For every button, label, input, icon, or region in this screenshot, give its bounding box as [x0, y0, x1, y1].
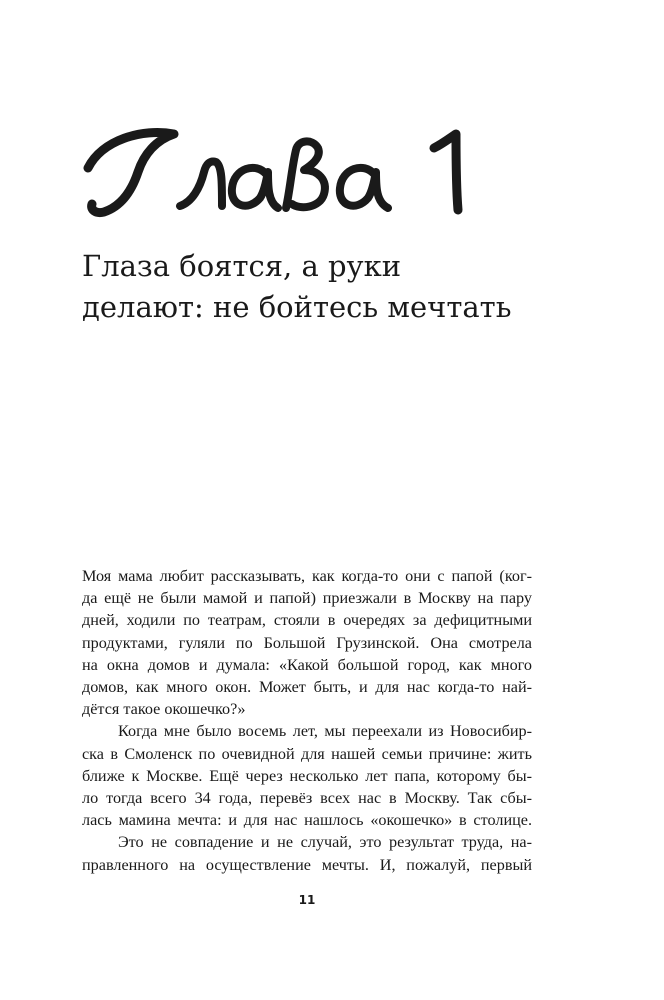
chapter-heading	[82, 110, 502, 222]
chapter-title	[82, 246, 602, 328]
chapter-title-line: делают: не бойтесь мечтать	[82, 290, 512, 324]
text-line: правленного на осуществление мечты. И, пожалуй, первый	[82, 855, 532, 874]
text-line: лась мамина мечта: и для нас нашлось «окошечко» в столице.	[82, 811, 532, 830]
text-line: ска в Смоленск по очевидной для нашей семьи причине: жить	[82, 744, 532, 763]
text-line: домов, как много окон. Может быть, и для нас когда-то най-	[82, 678, 532, 697]
text-line: продуктами, гуляли по Большой Грузинской. Она смотрела	[82, 633, 532, 652]
text-line: ло тогда всего 34 года, перевёз всех нас в Москву. Так сбы-	[82, 789, 532, 808]
text-line: дней, ходили по театрам, стояли в очередях за дефицитными	[82, 611, 532, 630]
body-text	[82, 565, 532, 876]
chapter-title-line: Глаза боятся, а руки	[82, 249, 402, 283]
text-line: дётся такое окошечко?»	[82, 700, 246, 719]
text-line: да ещё не были мамой и папой) приезжали в Москву на пару	[82, 589, 532, 608]
text-line: на окна домов и думала: «Какой большой город, как много	[82, 655, 532, 674]
text-line: Моя мама любит рассказывать, как когда-то они с папой (ког-	[82, 567, 532, 585]
text-line: Это не совпадение и не случай, это результат труда, на-	[118, 833, 532, 852]
text-line: Когда мне было восемь лет, мы переехали из Новосибир-	[118, 722, 532, 741]
text-line: ближе к Москве. Ещё через несколько лет папа, которому бы-	[82, 766, 532, 785]
page-number: 11	[298, 893, 316, 907]
chapter-heading-lettering	[82, 110, 502, 222]
